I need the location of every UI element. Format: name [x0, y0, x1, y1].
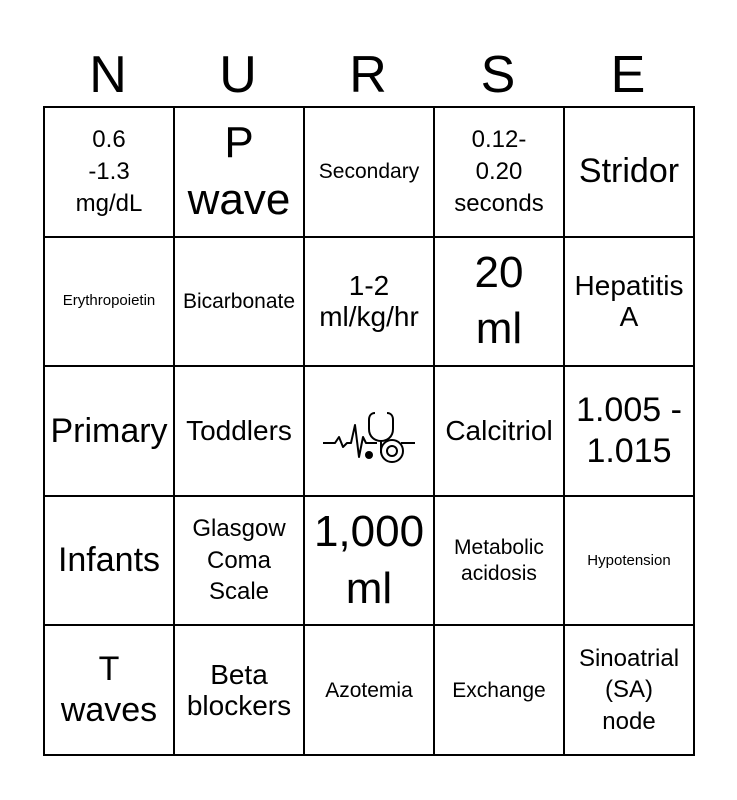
bingo-cell[interactable]	[44, 237, 174, 367]
cell-text: 20 ml	[474, 248, 524, 354]
cell-text: Secondary	[318, 160, 420, 184]
bingo-cell[interactable]	[304, 107, 434, 237]
header-letter-n: N	[89, 46, 127, 104]
cell-text: Infants	[57, 541, 161, 580]
cell-text: P wave	[187, 118, 291, 224]
cell-text: Erythropoietin	[62, 292, 156, 310]
bingo-cell[interactable]	[304, 237, 434, 367]
header-letter-r: R	[349, 46, 387, 104]
bingo-cell[interactable]	[44, 366, 174, 496]
cell-text: Stridor	[578, 152, 680, 191]
cell-text: Hepatitis A	[574, 270, 684, 333]
header-letter-s: S	[480, 46, 516, 104]
bingo-cell[interactable]	[434, 366, 564, 496]
cell-text: 1-2 ml/kg/hr	[319, 270, 419, 333]
bingo-cell[interactable]	[434, 107, 564, 237]
bingo-cell[interactable]	[174, 237, 304, 367]
cell-text: Hypotension	[587, 551, 671, 569]
cell-text: Calcitriol	[445, 415, 553, 447]
cell-text: Sinoatrial (SA) node	[578, 644, 680, 736]
cell-text: Exchange	[452, 678, 546, 702]
bingo-cell[interactable]	[564, 625, 694, 755]
cell-text: Glasgow Coma Scale	[192, 515, 286, 606]
cell-text: Bicarbonate	[182, 289, 296, 313]
heartbeat-stethoscope-icon	[321, 389, 417, 472]
bingo-board	[43, 106, 695, 756]
cell-text: Toddlers	[186, 415, 292, 447]
bingo-cell[interactable]	[434, 237, 564, 367]
bingo-cell[interactable]	[174, 366, 304, 496]
cell-text: 0.12- 0.20 seconds	[454, 126, 544, 217]
cell-text: 1.005 - 1.015	[576, 391, 682, 470]
cell-text: Beta blockers	[186, 658, 292, 722]
bingo-cell[interactable]	[174, 496, 304, 626]
bingo-cell[interactable]	[174, 625, 304, 755]
bingo-cell[interactable]	[174, 107, 304, 237]
bingo-cell[interactable]	[434, 496, 564, 626]
bingo-cell[interactable]	[564, 107, 694, 237]
bingo-cell[interactable]	[304, 625, 434, 755]
bingo-cell[interactable]	[44, 496, 174, 626]
bingo-cell[interactable]	[304, 496, 434, 626]
cell-text: Metabolic acidosis	[454, 536, 544, 585]
cell-text: 0.6 -1.3 mg/dL	[75, 126, 143, 217]
bingo-cell[interactable]	[44, 625, 174, 755]
cell-text: 1,000 ml	[313, 507, 425, 613]
header-letter-e: E	[610, 46, 646, 104]
cell-text: Primary	[50, 411, 168, 450]
bingo-cell[interactable]	[564, 496, 694, 626]
bingo-cell[interactable]	[44, 107, 174, 237]
cell-text: T waves	[60, 650, 158, 730]
bingo-cell[interactable]	[564, 237, 694, 367]
cell-text: Azotemia	[325, 678, 413, 702]
header-letter-u: U	[219, 46, 257, 104]
bingo-cell[interactable]	[564, 366, 694, 496]
free-space-cell[interactable]	[304, 366, 434, 496]
bingo-cell[interactable]	[434, 625, 564, 755]
bingo-header	[43, 44, 693, 106]
